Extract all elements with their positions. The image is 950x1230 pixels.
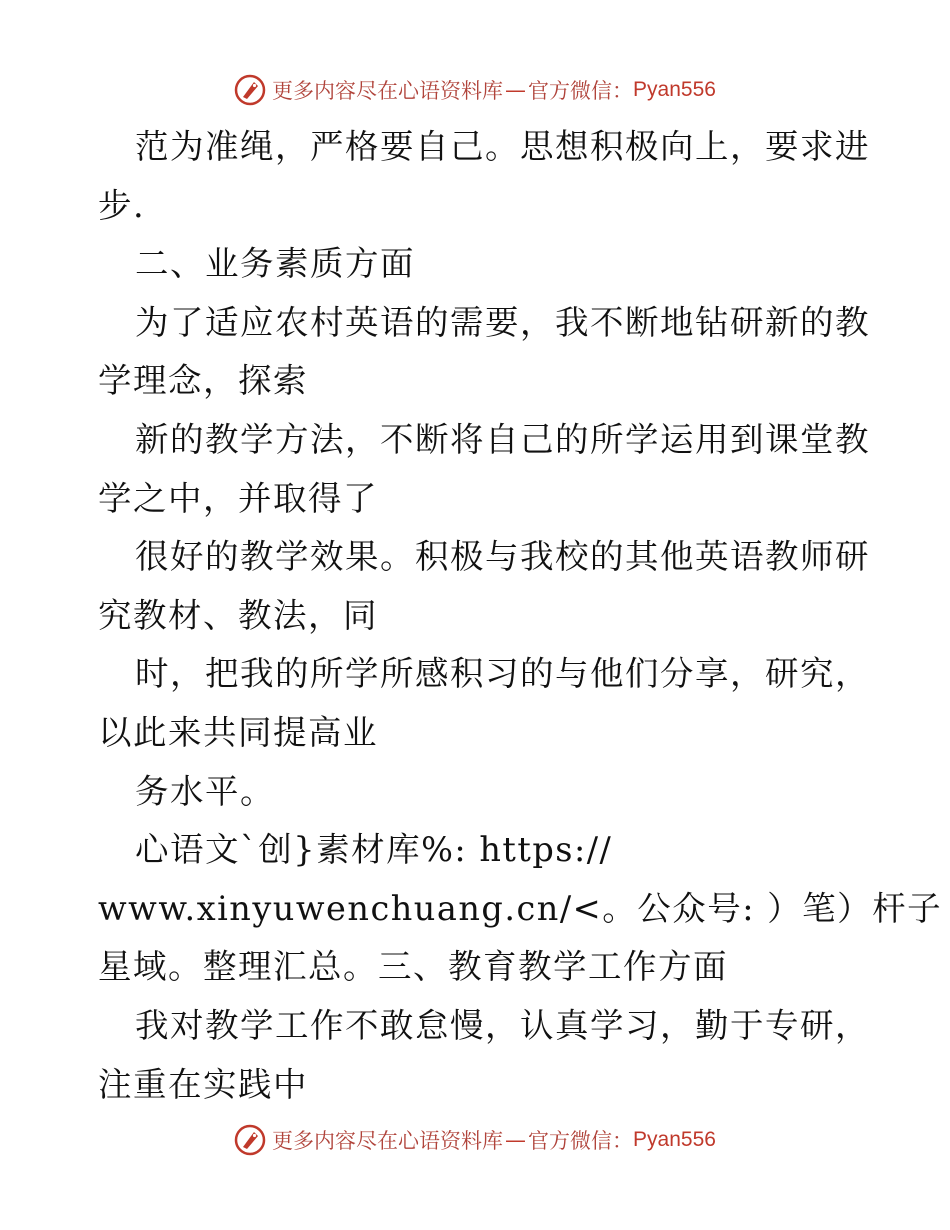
header-banner	[0, 70, 950, 110]
header-separator: —	[505, 78, 527, 102]
text-line: 新的教学方法，不断将自己的所学运用到课堂教	[135, 419, 870, 459]
text-line: 心语文`创}素材库%: https://	[135, 830, 613, 870]
text-line: 以此来共同提高业	[98, 712, 378, 752]
footer-text: 更多内容尽在心语资料库	[272, 1129, 504, 1153]
text-line: 范为准绳，严格要自己。思想积极向上，要求进	[135, 127, 870, 166]
text-line: 学理念，探索	[98, 361, 308, 401]
document-body	[98, 118, 943, 1114]
footer-banner	[0, 1120, 950, 1160]
section-heading: 二、业务素质方面	[135, 244, 415, 284]
text-line: 步.	[98, 185, 146, 225]
text-line: 究教材、教法，同	[98, 595, 378, 635]
text-line: 我对教学工作不敢怠慢，认真学习，勤于专研，	[135, 1005, 870, 1045]
footer-separator: —	[505, 1128, 527, 1152]
text-line: 很好的教学效果。积极与我校的其他英语教师研	[135, 537, 870, 577]
text-line: 学之中，并取得了	[98, 478, 378, 518]
text-line: 星域。整理汇总。三、教育教学工作方面	[98, 947, 728, 987]
header-wechat-label: 官方微信：	[528, 79, 634, 103]
text-line: 务水平。	[135, 771, 275, 811]
header-text: 更多内容尽在心语资料库	[272, 79, 504, 103]
footer-wechat-id: Pyan556	[633, 1128, 716, 1151]
pen-nib-icon	[234, 1124, 266, 1156]
text-line: www.xinyuwenchuang.cn/<。公众号: ）笔）杆子	[98, 888, 943, 928]
text-line: 时，把我的所学所感积习的与他们分享，研究，	[135, 654, 870, 694]
header-wechat-id: Pyan556	[633, 78, 716, 101]
footer-wechat-label: 官方微信：	[528, 1129, 634, 1153]
text-line: 为了适应农村英语的需要，我不断地钻研新的教	[135, 302, 870, 342]
pen-nib-icon	[234, 74, 266, 106]
text-line: 注重在实践中	[98, 1064, 308, 1104]
